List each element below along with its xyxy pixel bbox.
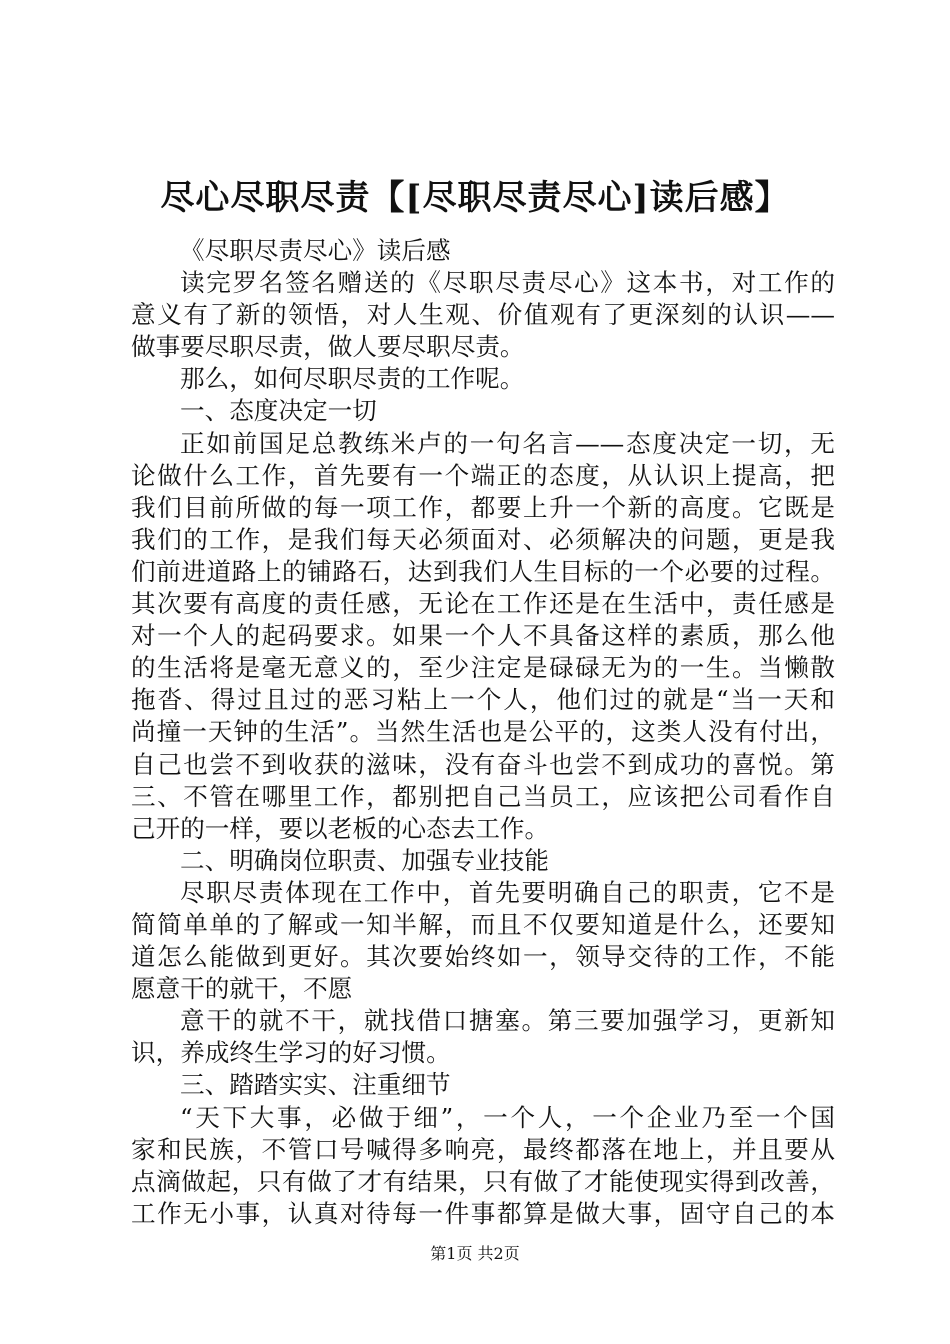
text-line: 工作无小事，认真对待每一件事都算是做大事，固守自己的本	[131, 1198, 835, 1228]
text-line: 意义有了新的领悟，对人生观、价值观有了更深刻的认识——	[131, 300, 835, 330]
text-line: 识，养成终生学习的好习惯。	[131, 1038, 451, 1068]
text-line: 尽职尽责体现在工作中，首先要明确自己的职责，它不是	[180, 877, 835, 907]
text-line: 一、态度决定一切	[180, 396, 377, 426]
text-line: 对一个人的起码要求。如果一个人不具备这样的素质，那么他	[131, 621, 835, 651]
document-body	[131, 235, 835, 1230]
text-line: 我们目前所做的每一项工作，都要上升一个新的高度。它既是	[131, 492, 835, 522]
text-line: 二、明确岗位职责、加强专业技能	[180, 845, 549, 875]
page-footer: 第1页 共2页	[430, 1244, 520, 1263]
text-line: 做事要尽职尽责，做人要尽职尽责。	[131, 332, 525, 362]
document-title: 尽心尽职尽责【[尽职尽责尽心]读后感】	[160, 178, 790, 218]
text-line: 家和民族，不管口号喊得多响亮，最终都落在地上，并且要从	[131, 1134, 835, 1164]
text-line: 意干的就不干，就找借口搪塞。第三要加强学习，更新知	[180, 1006, 835, 1036]
text-line: 《尽职尽责尽心》读后感	[180, 236, 451, 265]
text-line: 拖沓、得过且过的恶习粘上一个人，他们过的就是“当一天和	[131, 685, 835, 715]
text-line: 简简单单的了解或一知半解，而且不仅要知道是什么，还要知	[131, 909, 835, 939]
text-line: 尚撞一天钟的生活”。当然生活也是公平的，这类人没有付出，	[131, 717, 835, 747]
text-line: 己开的一样，要以老板的心态去工作。	[131, 813, 550, 843]
text-line: 正如前国足总教练米卢的一句名言——态度决定一切，无	[180, 428, 835, 458]
text-line: 的生活将是毫无意义的，至少注定是碌碌无为的一生。当懒散	[131, 653, 835, 683]
text-line: 道怎么能做到更好。其次要始终如一，领导交待的工作，不能	[131, 942, 835, 972]
text-line: 其次要有高度的责任感，无论在工作还是在生活中，责任感是	[131, 589, 835, 619]
text-line: 论做什么工作，首先要有一个端正的态度，从认识上提高，把	[131, 460, 835, 490]
text-line: 三、踏踏实实、注重细节	[180, 1070, 451, 1100]
text-line: 点滴做起，只有做了才有结果，只有做了才能使现实得到改善，	[131, 1166, 835, 1196]
text-line: 我们的工作，是我们每天必须面对、必须解决的问题，更是我	[131, 524, 835, 554]
text-line: 自己也尝不到收获的滋味，没有奋斗也尝不到成功的喜悦。第	[131, 749, 835, 779]
text-line: 读完罗名签名赠送的《尽职尽责尽心》这本书，对工作的	[180, 268, 835, 298]
text-line: “天下大事，必做于细”，一个人，一个企业乃至一个国	[180, 1102, 835, 1132]
text-line: 愿意干的就干，不愿	[131, 974, 353, 1004]
text-line: 那么，如何尽职尽责的工作呢。	[180, 364, 525, 394]
text-line: 们前进道路上的铺路石，达到我们人生目标的一个必要的过程。	[131, 556, 835, 586]
text-line: 三、不管在哪里工作，都别把自己当员工，应该把公司看作自	[131, 781, 835, 811]
